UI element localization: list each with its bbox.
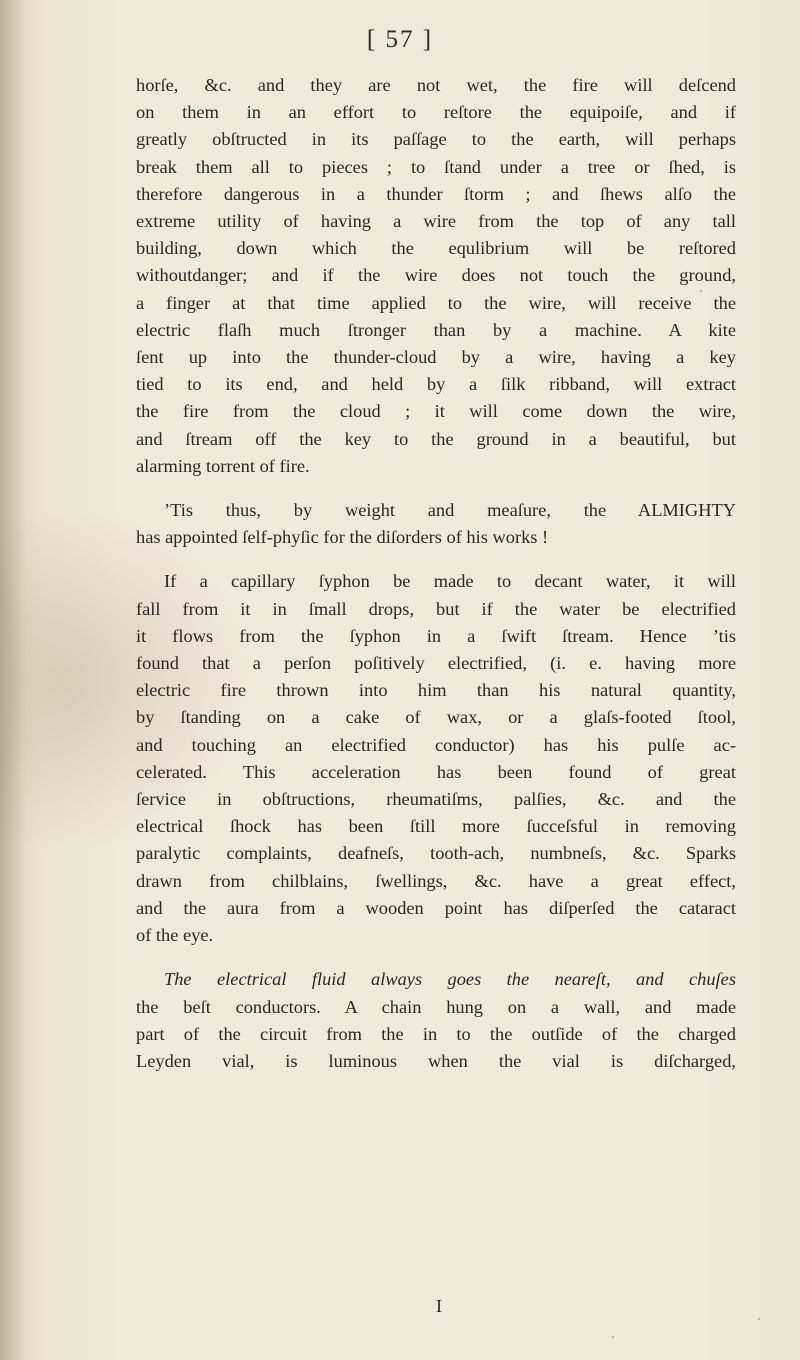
- text-line: by ſtanding on a cake of wax, or a glaſs-footed ſtool,: [136, 707, 736, 728]
- text-line: ſervice in obſtructions, rheumatiſms, palſies, &c. and the: [136, 789, 736, 810]
- text-line: The electrical fluid always goes the neareſt, and chuſes: [164, 969, 736, 990]
- text-line: withoutdanger; and if the wire does not touch the ground,: [136, 265, 736, 286]
- text-line: therefore dangerous in a thunder ſtorm ; and ſhews alſo the: [136, 183, 736, 204]
- text-line: electric flaſh much ſtronger than by a machine. A kite: [136, 319, 736, 340]
- paragraph-2: [136, 497, 736, 551]
- text-line: on them in an effort to reſtore the equipoiſe, and if: [136, 102, 736, 123]
- paragraph-4: [136, 966, 736, 1075]
- text-line: horſe, &c. and they are not wet, the fire will deſcend: [136, 75, 736, 95]
- text-line: paralytic complaints, deafneſs, tooth-ach, numbneſs, &c. Sparks: [136, 843, 736, 864]
- text-line: the fire from the cloud ; it will come down the wire,: [136, 401, 736, 422]
- gutter-shadow: [0, 0, 26, 1360]
- text-line: and ſtream off the key to the ground in a beautiful, but: [136, 428, 736, 449]
- text-line: and the aura from a wooden point has diſperſed the cataract: [136, 897, 736, 918]
- text-line: If a capillary ſyphon be made to decant water, it will: [164, 571, 736, 592]
- text-line: and touching an electrified conductor) has his pulſe ac-: [136, 734, 736, 755]
- text-line: a finger at that time applied to the wire, will receive the: [136, 292, 736, 313]
- text-line: part of the circuit from the in to the outſide of the charged: [136, 1023, 736, 1044]
- text-line: celerated. This acceleration has been found of great: [136, 761, 736, 782]
- text-line: greatly obſtructed in its paſſage to the earth, will perhaps: [136, 129, 736, 150]
- page-number-header: [ 57 ]: [366, 26, 434, 53]
- paragraph-1: [136, 72, 736, 480]
- text-line: extreme utility of having a wire from the top of any tall: [136, 211, 736, 232]
- text-line: ’Tis thus, by weight and meaſure, the ALMIGHTY: [164, 500, 736, 521]
- text-line: break them all to pieces ; to ſtand under a tree or ſhed, is: [136, 156, 736, 177]
- text-line: the beſt conductors. A chain hung on a wall, and made: [136, 996, 736, 1017]
- text-line: alarming torrent of fire.: [136, 455, 310, 476]
- catchword: I: [436, 1296, 442, 1316]
- text-line: drawn from chilblains, ſwellings, &c. have a great effect,: [136, 870, 736, 891]
- paper-speck: [758, 1318, 760, 1320]
- text-line: Leyden vial, is luminous when the vial is diſcharged,: [136, 1050, 736, 1071]
- text-line: electric fire thrown into him than his natural quantity,: [136, 680, 736, 701]
- text-line: found that a perſon poſitively electrified, (i. e. having more: [136, 653, 736, 674]
- body-text: [136, 72, 736, 1075]
- paper-speck: [700, 290, 702, 292]
- text-line: it flows from the ſyphon in a ſwift ſtream. Hence ’tis: [136, 625, 736, 646]
- text-line: of the eye.: [136, 925, 214, 946]
- text-line: building, down which the equlibrium will be reſtored: [136, 238, 736, 259]
- text-line: electrical ſhock has been ſtill more ſucceſsful in removing: [136, 816, 736, 837]
- paper-speck: [612, 1336, 614, 1338]
- paragraph-3: [136, 568, 736, 949]
- text-line: ſent up into the thunder-cloud by a wire, having a key: [136, 347, 736, 368]
- text-line: fall from it in ſmall drops, but if the water be electrified: [136, 598, 736, 619]
- text-line: tied to its end, and held by a ſilk ribband, will extract: [136, 374, 736, 395]
- text-line: has appointed ſelf-phyſic for the diſorders of his works !: [136, 527, 549, 548]
